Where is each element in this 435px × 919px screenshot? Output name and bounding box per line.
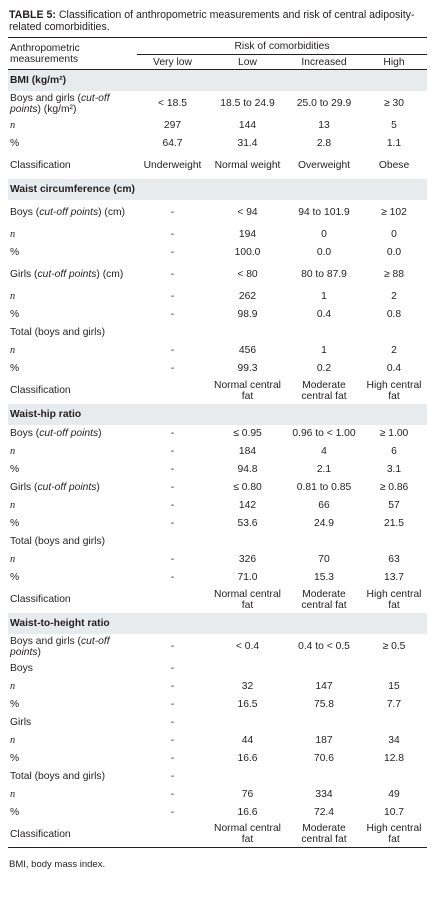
table-cell: Moderate central fat (301, 379, 347, 402)
table-cell: - (170, 247, 175, 258)
table-cell: ≥ 88 (384, 269, 404, 280)
table-row (8, 750, 427, 768)
table-caption (8, 6, 427, 37)
table-row (8, 587, 427, 613)
table-cell: 297 (163, 120, 182, 131)
table-row (8, 732, 427, 750)
row-label: % (10, 309, 20, 320)
row-label: n (10, 446, 16, 457)
table-cell: - (170, 572, 175, 583)
row-label: % (10, 572, 20, 583)
table-cell: 194 (238, 229, 257, 240)
row-label: n (10, 229, 16, 240)
table-cell: ≥ 0.86 (379, 482, 409, 493)
table-row (8, 342, 427, 360)
table-cell: - (170, 291, 175, 302)
table-cell: 16.6 (237, 807, 258, 818)
table-cell (137, 324, 208, 342)
row-label: Classification (10, 160, 71, 171)
row-label: Total (boys and girls) (10, 327, 105, 338)
table-cell: 100.0 (234, 247, 261, 258)
table-cell: 44 (241, 735, 254, 746)
cutoff-italic: cut-off points (39, 207, 99, 218)
table-cell: - (170, 345, 175, 356)
row-label: n (10, 345, 16, 356)
table-row (8, 551, 427, 569)
table-cell: 94.8 (237, 464, 258, 475)
table-cell: 25.0 to 29.9 (296, 98, 352, 109)
table-row (8, 786, 427, 804)
row-label: n (10, 291, 16, 302)
table-cell (208, 768, 287, 786)
table-cell: - (170, 269, 175, 280)
table-row (8, 533, 427, 551)
table-cell: Normal central fat (214, 588, 281, 611)
table-cell: 1.1 (386, 138, 402, 149)
table-cell: - (170, 309, 175, 320)
table-cell: 24.9 (313, 518, 335, 529)
table-cell: - (170, 663, 175, 674)
table-cell: - (170, 229, 175, 240)
table-row (8, 768, 427, 786)
table-cell: 334 (315, 789, 333, 800)
section-header-row (8, 179, 427, 200)
table-row (8, 226, 427, 244)
table-row (8, 288, 427, 306)
column-header: High (361, 55, 427, 70)
table-row (8, 569, 427, 587)
table-row (8, 634, 427, 660)
table-cell: 75.8 (313, 699, 335, 710)
section-title: BMI (kg/m²) (8, 70, 427, 91)
table-cell: 5 (391, 120, 397, 131)
table-cell: 187 (315, 735, 333, 746)
table-cell: Normal central fat (214, 379, 281, 402)
row-label: n (10, 500, 16, 511)
table-row (8, 306, 427, 324)
table-cell: 0.4 to < 0.5 (298, 641, 350, 652)
row-label: Boys and girls (cut-off points) (10, 635, 110, 658)
table-cell (361, 533, 427, 551)
table-cell: - (170, 500, 175, 511)
table-row (8, 696, 427, 714)
table-cell: 7.7 (386, 699, 402, 710)
table-cell: 0.8 (386, 309, 402, 320)
table-cell: - (170, 207, 175, 218)
row-label: n (10, 554, 16, 565)
table-cell: - (170, 681, 175, 692)
table-cell: Normal central fat (208, 822, 287, 848)
table-cell: 0.2 (316, 363, 332, 374)
table-cell: 0.0 (316, 247, 332, 258)
row-label: % (10, 807, 20, 818)
table-row (8, 822, 427, 848)
table-cell (361, 324, 427, 342)
table-cell: ≥ 1.00 (379, 428, 409, 439)
table-cell: 80 to 87.9 (301, 269, 347, 280)
table-cell: High central fat (366, 588, 422, 611)
table-cell: - (170, 464, 175, 475)
table-row (8, 515, 427, 533)
cutoff-italic: cut-off points (37, 482, 97, 493)
table-row (8, 153, 427, 179)
table-cell: - (170, 771, 175, 782)
table-cell: 32 (241, 681, 254, 692)
table-cell: 53.6 (237, 518, 258, 529)
table-cell: 1 (321, 345, 327, 356)
table-row (8, 479, 427, 497)
table-cell: 64.7 (162, 138, 183, 149)
row-label: n (10, 735, 16, 746)
table-row (8, 425, 427, 443)
table-cell: 21.5 (383, 518, 405, 529)
table-cell (287, 714, 361, 732)
table-cell: 70.6 (313, 753, 335, 764)
table-cell: 49 (388, 789, 400, 800)
table-cell: 12.8 (383, 753, 405, 764)
table-cell: 0 (321, 229, 327, 240)
table-cell: ≥ 0.5 (382, 641, 406, 652)
column-header: Increased (287, 55, 361, 70)
table-row (8, 443, 427, 461)
cutoff-italic: cut-off points (10, 92, 110, 115)
table-cell (208, 324, 287, 342)
table-body (8, 70, 427, 848)
column-header: Low (208, 55, 287, 70)
row-label: Girls (cut-off points) (10, 482, 100, 493)
cutoff-italic: cut-off points (37, 269, 97, 280)
table-cell: 94 to 101.9 (298, 207, 350, 218)
table-cell: 66 (318, 500, 330, 511)
table-cell: - (170, 699, 175, 710)
cutoff-italic: cut-off points (10, 635, 110, 658)
table-cell: 13 (318, 120, 330, 131)
table-cell: 71.0 (237, 572, 258, 583)
table-cell: 2.1 (316, 464, 332, 475)
table-cell: - (170, 446, 175, 457)
row-label: n (10, 789, 16, 800)
table-cell: 6 (391, 446, 397, 457)
table-cell (287, 768, 361, 786)
row-label: % (10, 464, 20, 475)
table-cell: ≥ 30 (384, 98, 404, 109)
table-cell (208, 660, 287, 678)
table-cell (361, 768, 427, 786)
table-cell: 1 (321, 291, 327, 302)
table-row (8, 378, 427, 404)
table-cell: 15 (388, 681, 400, 692)
row-label: % (10, 138, 20, 149)
table-cell: 2.8 (316, 138, 332, 149)
table-cell (137, 587, 208, 613)
header-row-label: Anthropometric measurements (8, 38, 137, 70)
table-cell: 34 (388, 735, 400, 746)
section-title: Waist circumference (cm) (8, 179, 427, 200)
cutoff-italic: cut-off points (39, 428, 99, 439)
table-cell (208, 533, 287, 551)
table-cell (361, 660, 427, 678)
row-label: % (10, 247, 20, 258)
table-cell: ≥ 102 (381, 207, 407, 218)
row-label: Total (boys and girls) (10, 536, 105, 547)
table-cell: 0.81 to 0.85 (296, 482, 352, 493)
table-cell: ≤ 0.95 (233, 428, 262, 439)
table-cell (137, 822, 208, 848)
table-cell (361, 714, 427, 732)
table-cell: 147 (315, 681, 333, 692)
table-cell: - (170, 641, 175, 652)
table-cell: 4 (321, 446, 327, 457)
table-cell: 144 (238, 120, 257, 131)
header-row-1 (8, 38, 427, 55)
header-group-label: Risk of comorbidities (137, 38, 427, 55)
row-label: % (10, 363, 20, 374)
table-row (8, 714, 427, 732)
row-label: Classification (10, 594, 71, 605)
table-cell (208, 714, 287, 732)
table-cell: 16.6 (237, 753, 258, 764)
table-row (8, 497, 427, 515)
table-cell (287, 660, 361, 678)
table-cell: - (170, 428, 175, 439)
table-row (8, 660, 427, 678)
table-cell: 31.4 (237, 138, 258, 149)
table-cell: 99.3 (237, 363, 258, 374)
table-cell: - (170, 482, 175, 493)
table-row (8, 804, 427, 822)
table-cell: < 80 (237, 269, 258, 280)
table-cell: High central fat (361, 822, 427, 848)
table-cell: 0.96 to < 1.00 (292, 428, 356, 439)
section-header-row (8, 404, 427, 425)
row-label: n (10, 120, 16, 131)
table-cell: - (170, 518, 175, 529)
row-label: Classification (10, 385, 71, 396)
row-label: Girls (cut-off points) (cm) (10, 269, 124, 280)
row-label: Total (boys and girls) (10, 771, 105, 782)
table-cell: 15.3 (313, 572, 335, 583)
table-cell: < 18.5 (158, 98, 187, 109)
row-label: n (10, 681, 16, 692)
table-cell: - (170, 717, 175, 728)
table-cell: 70 (318, 554, 330, 565)
table-cell: High central fat (366, 379, 422, 402)
column-header: Very low (137, 55, 208, 70)
table-cell: 2 (391, 345, 397, 356)
table-cell: 142 (238, 500, 257, 511)
table-cell (137, 378, 208, 404)
section-header-row (8, 70, 427, 91)
table-cell: 456 (238, 345, 257, 356)
table-cell: - (170, 753, 175, 764)
table-cell: 72.4 (313, 807, 335, 818)
table-cell: 262 (238, 291, 257, 302)
table-row (8, 200, 427, 226)
row-label: Girls (10, 717, 32, 728)
table-row (8, 360, 427, 378)
table-cell: 76 (241, 789, 254, 800)
table-cell: - (170, 807, 175, 818)
comorbidity-table (8, 37, 427, 848)
table-cell: 3.1 (386, 464, 402, 475)
table-cell: Overweight (297, 160, 351, 171)
table-cell: 63 (388, 554, 400, 565)
table-row (8, 678, 427, 696)
table-footnote: BMI, body mass index. (9, 859, 106, 870)
row-label: % (10, 699, 20, 710)
table-cell: 0.4 (386, 363, 402, 374)
table-cell: Moderate central fat (287, 822, 361, 848)
section-header-row (8, 613, 427, 634)
table-cell: 18.5 to 24.9 (220, 98, 275, 109)
table-row (8, 262, 427, 288)
table-caption-label: TABLE 5: (9, 9, 56, 21)
table-row (8, 117, 427, 135)
row-label: % (10, 753, 20, 764)
section-title: Waist-hip ratio (8, 404, 427, 425)
row-label: % (10, 518, 20, 529)
table-cell: 98.9 (237, 309, 258, 320)
table-cell: Moderate central fat (301, 588, 347, 611)
table-cell: 0.4 (316, 309, 332, 320)
table-cell (287, 533, 361, 551)
table-cell: 326 (238, 554, 257, 565)
table-cell: Obese (378, 160, 410, 171)
table-cell: 10.7 (383, 807, 405, 818)
table-row (8, 244, 427, 262)
row-label: Boys (10, 663, 33, 674)
table-cell: ≤ 0.80 (233, 482, 262, 493)
row-label: Boys (cut-off points) (10, 428, 102, 439)
table-row (8, 461, 427, 479)
table-row (8, 91, 427, 117)
table-caption-text: Classification of anthropometric measurements and risk of central adiposity-related comorbidities. (9, 9, 415, 33)
table-cell: 13.7 (383, 572, 405, 583)
table-cell: - (170, 363, 175, 374)
table-row (8, 324, 427, 342)
table-cell: 184 (238, 446, 257, 457)
table-cell: Underweight (143, 160, 202, 171)
table-cell: 57 (388, 500, 400, 511)
table-cell (137, 533, 208, 551)
row-label: Boys and girls (cut-off points) (kg/m²) (10, 92, 110, 115)
row-label: Boys (cut-off points) (cm) (10, 207, 126, 218)
table-cell: 2 (391, 291, 397, 302)
table-cell: < 94 (237, 207, 258, 218)
table-cell: - (170, 735, 175, 746)
table-cell: 0.0 (386, 247, 402, 258)
table-cell: 0 (391, 229, 397, 240)
table-cell: Normal weight (214, 160, 281, 171)
table-row (8, 135, 427, 153)
table-cell (287, 324, 361, 342)
row-label: Classification (8, 822, 137, 848)
table-cell: - (170, 789, 175, 800)
table-cell: 16.5 (237, 699, 258, 710)
table-cell: - (170, 554, 175, 565)
table-cell: < 0.4 (235, 641, 260, 652)
section-title: Waist-to-height ratio (8, 613, 427, 634)
